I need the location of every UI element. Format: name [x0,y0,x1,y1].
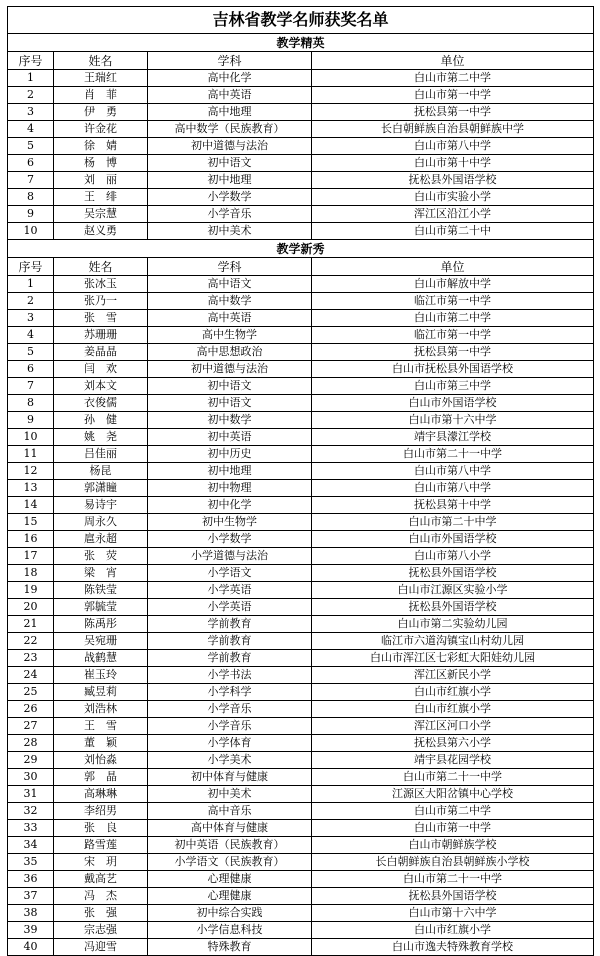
cell-no: 7 [8,172,54,189]
cell-name: 张 强 [54,905,148,922]
cell-subject: 初中英语（民族教育） [148,837,312,854]
table-row [8,905,594,922]
table-row [8,735,594,752]
cell-subject: 特殊教育 [148,939,312,956]
header-name: 姓名 [54,258,148,276]
table-row [8,752,594,769]
cell-no: 12 [8,463,54,480]
cell-subject: 高中英语 [148,87,312,104]
cell-unit: 白山市第三中学 [312,378,594,395]
table-row [8,189,594,206]
cell-no: 9 [8,206,54,223]
cell-name: 苏珊珊 [54,327,148,344]
cell-unit: 江源区大阳岔镇中心学校 [312,786,594,803]
table-row [8,582,594,599]
cell-no: 10 [8,223,54,240]
cell-name: 徐 婧 [54,138,148,155]
cell-subject: 初中道德与法治 [148,361,312,378]
cell-name: 董 颖 [54,735,148,752]
cell-subject: 小学数学 [148,531,312,548]
cell-subject: 高中思想政治 [148,344,312,361]
cell-name: 王瑞红 [54,70,148,87]
cell-name: 易诗宇 [54,497,148,514]
cell-unit: 浑江区河口小学 [312,718,594,735]
cell-unit: 白山市浑江区七彩虹大阳娃幼儿园 [312,650,594,667]
cell-subject: 初中化学 [148,497,312,514]
cell-subject: 初中语文 [148,155,312,172]
cell-no: 36 [8,871,54,888]
cell-no: 39 [8,922,54,939]
table-row [8,293,594,310]
cell-subject: 小学科学 [148,684,312,701]
table-row [8,667,594,684]
cell-name: 杨 博 [54,155,148,172]
table-row [8,138,594,155]
cell-unit: 长白朝鲜族自治县朝鲜族小学校 [312,854,594,871]
cell-subject: 初中道德与法治 [148,138,312,155]
table-row [8,70,594,87]
cell-unit: 白山市红旗小学 [312,684,594,701]
cell-name: 许金花 [54,121,148,138]
cell-no: 1 [8,70,54,87]
cell-name: 冯 杰 [54,888,148,905]
cell-subject: 小学道德与法治 [148,548,312,565]
cell-subject: 小学音乐 [148,206,312,223]
cell-subject: 初中英语 [148,429,312,446]
cell-name: 路雪莲 [54,837,148,854]
cell-name: 张 荧 [54,548,148,565]
cell-name: 姚 尧 [54,429,148,446]
cell-subject: 小学书法 [148,667,312,684]
cell-unit: 白山市第十中学 [312,155,594,172]
cell-subject: 初中语文 [148,395,312,412]
cell-name: 刘浩林 [54,701,148,718]
table-row [8,769,594,786]
cell-name: 陈铁莹 [54,582,148,599]
table-row [8,276,594,293]
table-row [8,155,594,172]
cell-name: 张乃一 [54,293,148,310]
cell-unit: 抚松县外国语学校 [312,565,594,582]
cell-subject: 小学语文（民族教育） [148,854,312,871]
header-unit: 单位 [312,258,594,276]
cell-name: 崔玉玲 [54,667,148,684]
cell-name: 王 雪 [54,718,148,735]
table-row [8,429,594,446]
table-row [8,344,594,361]
cell-unit: 白山市江源区实验小学 [312,582,594,599]
cell-no: 3 [8,310,54,327]
cell-unit: 白山市朝鲜族学校 [312,837,594,854]
cell-name: 衣俊儒 [54,395,148,412]
cell-subject: 高中数学（民族教育） [148,121,312,138]
cell-unit: 白山市第十六中学 [312,412,594,429]
cell-name: 刘 丽 [54,172,148,189]
section-title: 教学精英 [8,34,594,52]
table-row [8,616,594,633]
cell-unit: 临江市六道沟镇宝山村幼儿园 [312,633,594,650]
cell-no: 3 [8,104,54,121]
table-row [8,854,594,871]
cell-no: 15 [8,514,54,531]
cell-name: 李绍男 [54,803,148,820]
cell-unit: 白山市第一中学 [312,820,594,837]
cell-unit: 白山市第二中学 [312,803,594,820]
table-row [8,361,594,378]
cell-unit: 白山市第二十一中学 [312,769,594,786]
cell-unit: 浑江区新民小学 [312,667,594,684]
cell-name: 吴宛珊 [54,633,148,650]
cell-name: 战鹤慧 [54,650,148,667]
cell-subject: 小学音乐 [148,701,312,718]
cell-name: 吴宗慧 [54,206,148,223]
cell-subject: 初中综合实践 [148,905,312,922]
table-row [8,548,594,565]
cell-name: 宗志强 [54,922,148,939]
section-row [8,240,594,258]
cell-name: 姜晶晶 [54,344,148,361]
cell-unit: 白山市第二中学 [312,70,594,87]
cell-no: 9 [8,412,54,429]
cell-no: 29 [8,752,54,769]
cell-no: 13 [8,480,54,497]
cell-name: 郭毓莹 [54,599,148,616]
cell-no: 21 [8,616,54,633]
header-unit: 单位 [312,52,594,70]
cell-subject: 初中美术 [148,786,312,803]
cell-unit: 白山市第十六中学 [312,905,594,922]
cell-no: 35 [8,854,54,871]
cell-name: 宋 玥 [54,854,148,871]
header-row [8,258,594,276]
cell-unit: 白山市第二中学 [312,310,594,327]
cell-subject: 心理健康 [148,871,312,888]
cell-no: 37 [8,888,54,905]
cell-name: 杨昆 [54,463,148,480]
cell-unit: 白山市外国语学校 [312,395,594,412]
cell-name: 冯迎雪 [54,939,148,956]
cell-subject: 高中地理 [148,104,312,121]
cell-unit: 白山市第二实验幼儿园 [312,616,594,633]
cell-subject: 初中物理 [148,480,312,497]
table-row [8,327,594,344]
cell-subject: 学前教育 [148,633,312,650]
cell-name: 扈永超 [54,531,148,548]
cell-unit: 白山市实验小学 [312,189,594,206]
cell-subject: 高中音乐 [148,803,312,820]
cell-unit: 白山市逸夫特殊教育学校 [312,939,594,956]
cell-unit: 白山市红旗小学 [312,701,594,718]
cell-subject: 小学英语 [148,582,312,599]
cell-no: 2 [8,87,54,104]
cell-unit: 白山市第二十一中学 [312,446,594,463]
cell-name: 刘怡淼 [54,752,148,769]
cell-unit: 白山市第二十一中学 [312,871,594,888]
cell-unit: 抚松县第一中学 [312,344,594,361]
table-row [8,514,594,531]
cell-no: 4 [8,327,54,344]
award-table [7,6,594,956]
cell-no: 28 [8,735,54,752]
cell-no: 26 [8,701,54,718]
cell-subject: 初中地理 [148,172,312,189]
cell-no: 8 [8,395,54,412]
cell-name: 孙 健 [54,412,148,429]
table-row [8,837,594,854]
table-row [8,939,594,956]
header-no: 序号 [8,52,54,70]
cell-subject: 小学英语 [148,599,312,616]
cell-unit: 白山市抚松县外国语学校 [312,361,594,378]
table-row [8,684,594,701]
table-row [8,531,594,548]
cell-subject: 初中生物学 [148,514,312,531]
cell-unit: 白山市第一中学 [312,87,594,104]
header-subject: 学科 [148,52,312,70]
cell-name: 戴高艺 [54,871,148,888]
cell-name: 周永久 [54,514,148,531]
table-row [8,395,594,412]
cell-name: 肖 菲 [54,87,148,104]
document-page [7,6,593,956]
table-row [8,650,594,667]
table-row [8,121,594,138]
cell-no: 4 [8,121,54,138]
cell-unit: 白山市红旗小学 [312,922,594,939]
cell-unit: 白山市第八小学 [312,548,594,565]
table-row [8,718,594,735]
cell-no: 27 [8,718,54,735]
cell-no: 14 [8,497,54,514]
cell-unit: 抚松县外国语学校 [312,888,594,905]
cell-name: 闫 欢 [54,361,148,378]
cell-subject: 学前教育 [148,616,312,633]
table-row [8,803,594,820]
cell-unit: 白山市外国语学校 [312,531,594,548]
cell-subject: 高中生物学 [148,327,312,344]
cell-unit: 白山市第二十中学 [312,514,594,531]
cell-no: 20 [8,599,54,616]
cell-name: 郭 晶 [54,769,148,786]
cell-subject: 小学信息科技 [148,922,312,939]
cell-unit: 抚松县外国语学校 [312,599,594,616]
cell-no: 17 [8,548,54,565]
header-name: 姓名 [54,52,148,70]
section-title: 教学新秀 [8,240,594,258]
cell-no: 5 [8,344,54,361]
cell-no: 10 [8,429,54,446]
cell-name: 伊 勇 [54,104,148,121]
cell-no: 18 [8,565,54,582]
cell-no: 16 [8,531,54,548]
cell-name: 吕佳丽 [54,446,148,463]
cell-subject: 高中化学 [148,70,312,87]
cell-unit: 白山市第八中学 [312,138,594,155]
table-row [8,310,594,327]
cell-name: 张 雪 [54,310,148,327]
section-row [8,34,594,52]
cell-subject: 初中数学 [148,412,312,429]
cell-unit: 长白朝鲜族自治县朝鲜族中学 [312,121,594,138]
cell-subject: 小学体育 [148,735,312,752]
cell-unit: 白山市第八中学 [312,463,594,480]
cell-subject: 心理健康 [148,888,312,905]
table-row [8,87,594,104]
cell-subject: 小学美术 [148,752,312,769]
table-row [8,480,594,497]
cell-subject: 高中英语 [148,310,312,327]
cell-unit: 白山市第八中学 [312,480,594,497]
cell-unit: 白山市解放中学 [312,276,594,293]
table-row [8,172,594,189]
cell-name: 郭潇瞳 [54,480,148,497]
cell-subject: 高中体育与健康 [148,820,312,837]
header-row [8,52,594,70]
cell-unit: 抚松县第六小学 [312,735,594,752]
cell-subject: 初中语文 [148,378,312,395]
cell-subject: 初中体育与健康 [148,769,312,786]
cell-subject: 初中美术 [148,223,312,240]
cell-no: 22 [8,633,54,650]
cell-subject: 高中语文 [148,276,312,293]
cell-unit: 抚松县外国语学校 [312,172,594,189]
cell-unit: 白山市第二十中 [312,223,594,240]
cell-no: 19 [8,582,54,599]
cell-name: 赵义勇 [54,223,148,240]
cell-no: 31 [8,786,54,803]
cell-name: 刘本文 [54,378,148,395]
cell-name: 王 绯 [54,189,148,206]
table-row [8,633,594,650]
cell-subject: 高中数学 [148,293,312,310]
table-row [8,378,594,395]
cell-unit: 靖宇县花园学校 [312,752,594,769]
cell-name: 陈禹彤 [54,616,148,633]
table-row [8,599,594,616]
cell-subject: 小学音乐 [148,718,312,735]
cell-unit: 抚松县第一中学 [312,104,594,121]
table-row [8,104,594,121]
table-row [8,565,594,582]
cell-no: 1 [8,276,54,293]
cell-no: 23 [8,650,54,667]
table-row [8,871,594,888]
cell-name: 高琳琳 [54,786,148,803]
table-row [8,701,594,718]
cell-name: 梁 宵 [54,565,148,582]
cell-unit: 抚松县第十中学 [312,497,594,514]
cell-no: 7 [8,378,54,395]
cell-no: 2 [8,293,54,310]
cell-no: 38 [8,905,54,922]
cell-no: 30 [8,769,54,786]
cell-no: 34 [8,837,54,854]
cell-no: 25 [8,684,54,701]
table-row [8,446,594,463]
cell-subject: 学前教育 [148,650,312,667]
cell-unit: 临江市第一中学 [312,293,594,310]
table-row [8,223,594,240]
cell-name: 张冰玉 [54,276,148,293]
cell-no: 6 [8,361,54,378]
cell-no: 11 [8,446,54,463]
cell-no: 33 [8,820,54,837]
header-subject: 学科 [148,258,312,276]
cell-no: 5 [8,138,54,155]
table-body [8,7,594,956]
title-row [8,7,594,34]
cell-no: 6 [8,155,54,172]
cell-subject: 小学语文 [148,565,312,582]
cell-subject: 初中历史 [148,446,312,463]
cell-subject: 初中地理 [148,463,312,480]
cell-no: 40 [8,939,54,956]
table-row [8,888,594,905]
header-no: 序号 [8,258,54,276]
document-title: 吉林省教学名师获奖名单 [8,7,594,34]
cell-no: 8 [8,189,54,206]
cell-unit: 临江市第一中学 [312,327,594,344]
cell-name: 臧昱莉 [54,684,148,701]
table-row [8,412,594,429]
cell-unit: 浑江区沿江小学 [312,206,594,223]
table-row [8,463,594,480]
table-row [8,497,594,514]
cell-no: 24 [8,667,54,684]
cell-subject: 小学数学 [148,189,312,206]
table-row [8,786,594,803]
cell-unit: 靖宇县濛江学校 [312,429,594,446]
table-row [8,820,594,837]
cell-no: 32 [8,803,54,820]
table-row [8,922,594,939]
cell-name: 张 良 [54,820,148,837]
table-row [8,206,594,223]
